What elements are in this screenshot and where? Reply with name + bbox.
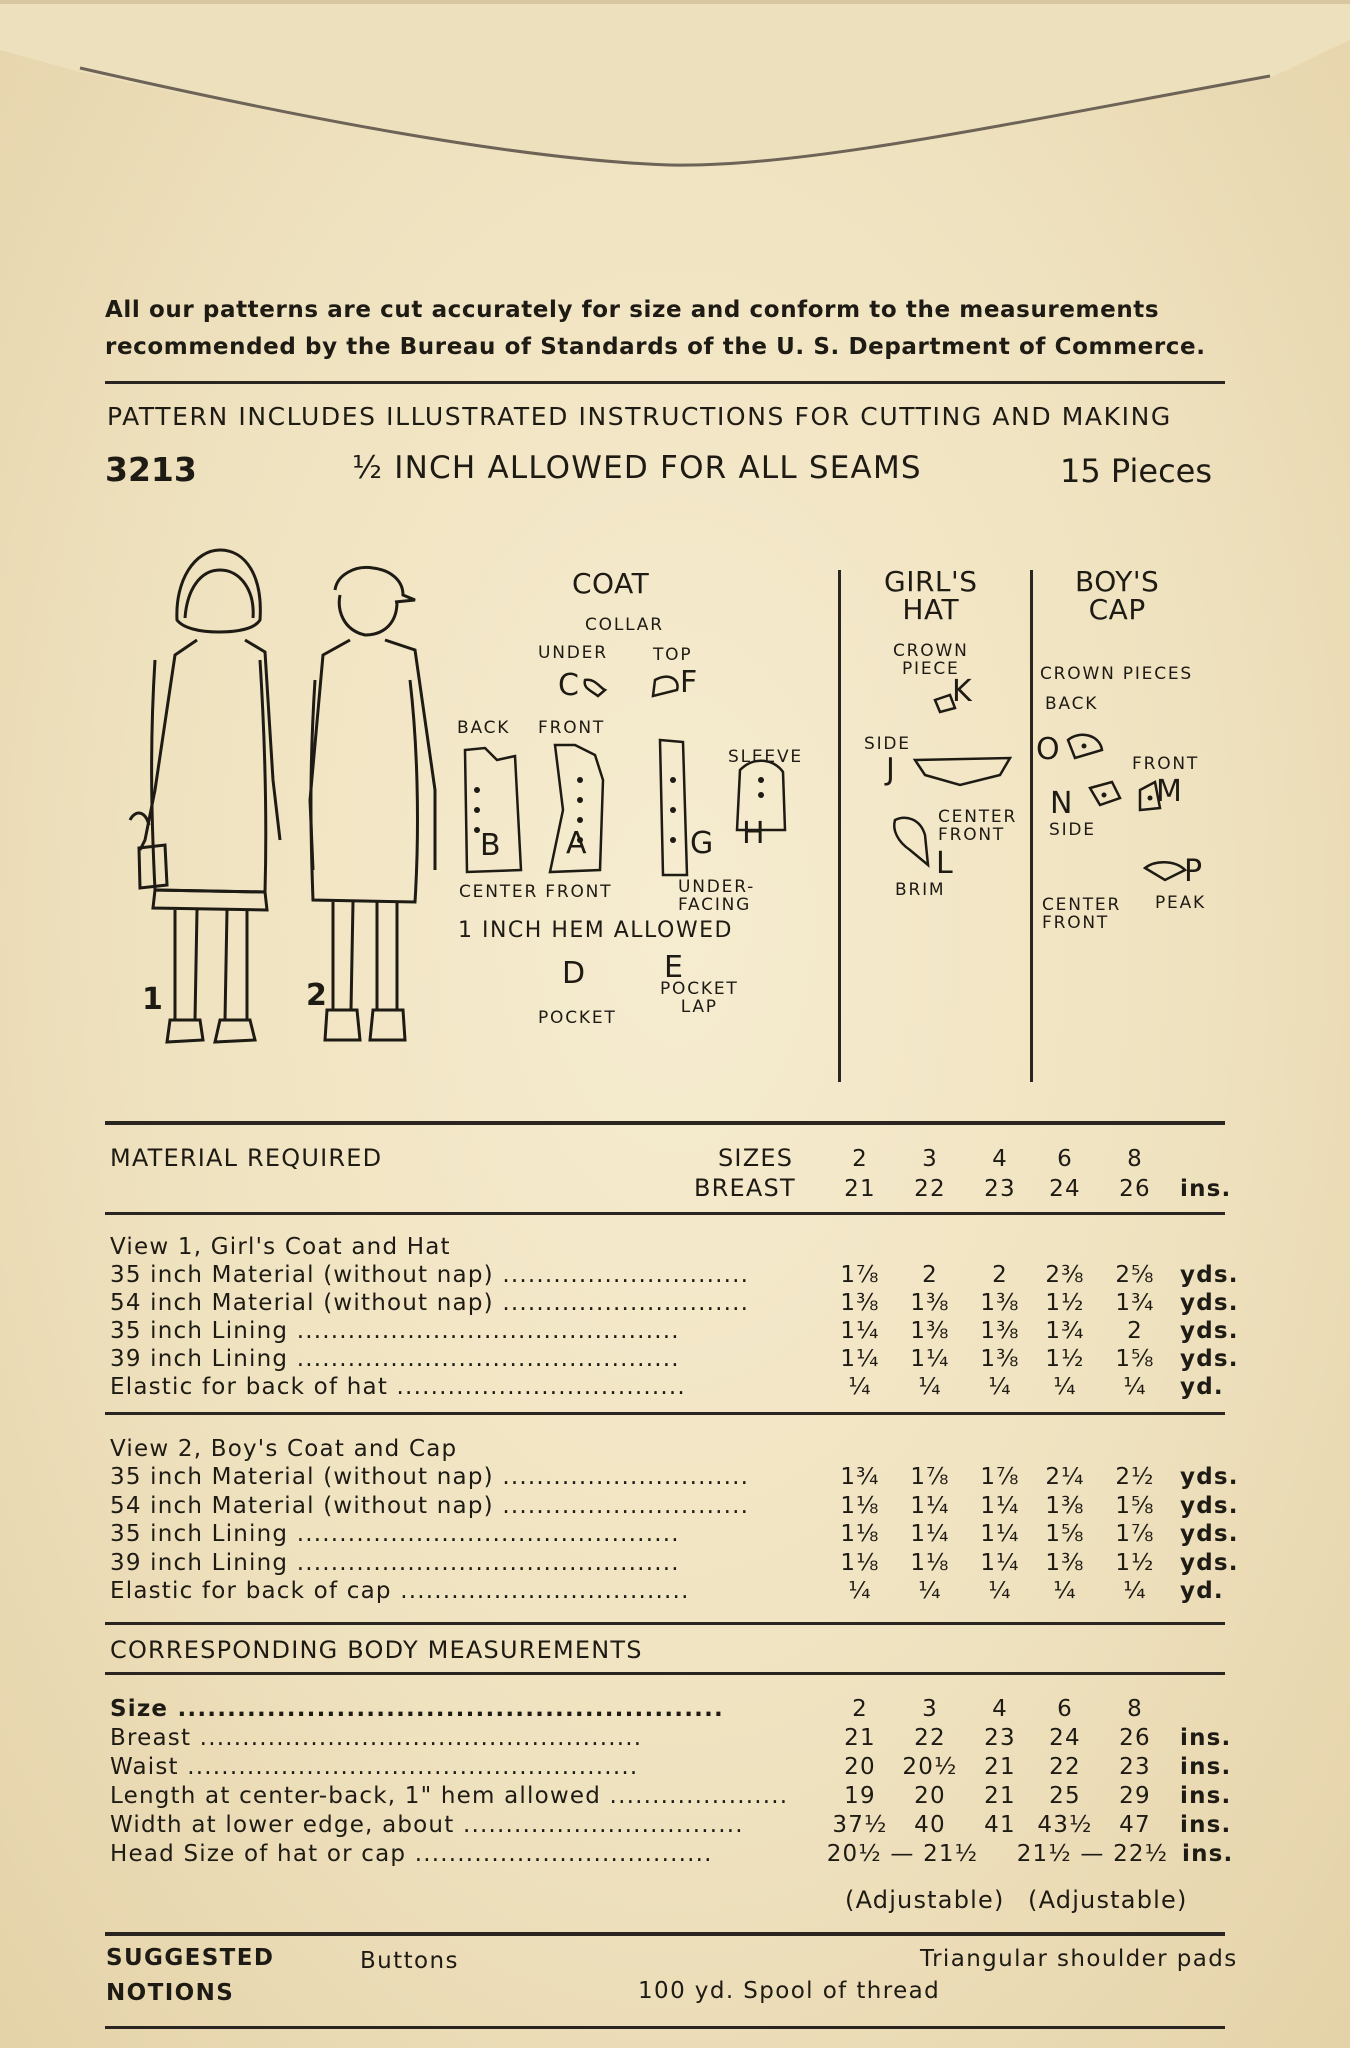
unit: ins. xyxy=(1180,1176,1232,1202)
cell-value: 1¼ xyxy=(910,1346,950,1372)
cell-value: 22 xyxy=(1049,1754,1081,1780)
seam-allowance: ½ INCH ALLOWED FOR ALL SEAMS xyxy=(352,450,922,486)
cell-value: 1¾ xyxy=(1115,1290,1155,1316)
standards-statement xyxy=(105,292,1225,366)
unit: yds. xyxy=(1180,1549,1239,1576)
table-row xyxy=(110,1290,1240,1318)
boys-cap-heading: BOY'S CAP xyxy=(1075,565,1160,626)
statement-line-2: recommended by the Bureau of Standards of the U. S. Department of Commerce. xyxy=(105,334,1206,360)
front-label: FRONT xyxy=(538,718,606,738)
hat-center-front-label: CENTER FRONT xyxy=(938,807,1018,845)
cell-value: 1⅜ xyxy=(1045,1549,1085,1576)
cell-value: 1⅜ xyxy=(980,1318,1020,1344)
piece-o: O xyxy=(1036,732,1060,767)
size-value: 3 xyxy=(922,1146,938,1172)
piece-j: J xyxy=(886,752,895,787)
cell-value: 1¼ xyxy=(980,1492,1020,1519)
divider xyxy=(105,2026,1225,2029)
piece-l: L xyxy=(936,846,953,881)
cell-value: 2⅜ xyxy=(1045,1262,1085,1288)
table-row xyxy=(110,1493,1240,1521)
cell-value: 1⅝ xyxy=(1115,1492,1155,1519)
table-row xyxy=(110,1783,1240,1811)
cell-value: 1¼ xyxy=(910,1492,950,1519)
size-value: 6 xyxy=(1057,1146,1073,1172)
cell-value: 1⅞ xyxy=(980,1464,1020,1490)
piece-d: D xyxy=(562,956,586,991)
unit: ins. xyxy=(1180,1783,1232,1809)
fashion-illustrations xyxy=(115,540,455,1080)
cell-value: 1⅜ xyxy=(910,1318,950,1344)
cell-value: 2 xyxy=(1127,1318,1143,1344)
table-row xyxy=(110,1262,1240,1290)
cell-value: 2 xyxy=(922,1262,938,1288)
table-row xyxy=(110,1812,1240,1840)
statement-line-1: All our patterns are cut accurately for size and conform to the measurements xyxy=(105,297,1160,323)
cap-back-label: BACK xyxy=(1045,694,1099,714)
piece-b: B xyxy=(480,828,501,863)
cell-value: ¼ xyxy=(918,1578,942,1604)
pocket-lap-label: POCKET LAP xyxy=(660,979,739,1017)
unit: ins. xyxy=(1180,1725,1232,1751)
cell-value: 1¼ xyxy=(840,1318,880,1344)
table-row xyxy=(110,1464,1240,1492)
cell-value: 21 xyxy=(984,1754,1016,1780)
cell-value: ¼ xyxy=(848,1374,872,1400)
unit: yds. xyxy=(1180,1318,1239,1344)
divider xyxy=(105,1412,1225,1415)
table-row xyxy=(110,1550,1240,1578)
piece-f: F xyxy=(680,665,698,700)
hem-allowed: 1 INCH HEM ALLOWED xyxy=(458,918,733,943)
row-label: 35 inch Lining ............................................. xyxy=(110,1318,680,1344)
cell-value: 43½ xyxy=(1037,1812,1093,1838)
cell-value: ¼ xyxy=(988,1578,1012,1604)
cell-value: 22 xyxy=(914,1725,946,1751)
under-label: UNDER xyxy=(538,643,608,663)
cell-value: ¼ xyxy=(918,1374,942,1400)
cell-value: 1⅝ xyxy=(1115,1346,1155,1372)
cell-value: 1½ xyxy=(1045,1346,1085,1372)
cell-value: ¼ xyxy=(988,1374,1012,1400)
size-value: 8 xyxy=(1127,1146,1143,1172)
cell-value: 4 xyxy=(992,1696,1008,1722)
table-row xyxy=(110,1578,1240,1606)
row-label: Size ....................................................... xyxy=(110,1696,724,1722)
unit: yds. xyxy=(1180,1464,1239,1490)
cell-value: 1⅛ xyxy=(840,1492,880,1519)
cell-value: 1¼ xyxy=(840,1346,880,1372)
cell-value: 1¾ xyxy=(1045,1318,1085,1344)
cell-value: 1⅜ xyxy=(980,1290,1020,1316)
girls-hat-heading: GIRL'S HAT xyxy=(884,565,978,626)
crown-pieces-label: CROWN PIECES xyxy=(1040,664,1194,684)
breast-value: 24 xyxy=(1049,1176,1081,1202)
breast-header-row xyxy=(110,1176,1240,1204)
table-row xyxy=(110,1521,1240,1549)
cell-value: 1⅛ xyxy=(910,1549,950,1576)
table-row xyxy=(110,1696,1240,1724)
cell-value: 21 xyxy=(984,1783,1016,1809)
crown-piece-label: CROWN PIECE xyxy=(893,641,969,679)
collar-label: COLLAR xyxy=(585,615,664,635)
cell-value: 1¼ xyxy=(980,1549,1020,1576)
sizes-label: SIZES xyxy=(718,1144,794,1172)
row-label: 54 inch Material (without nap) ............................. xyxy=(110,1290,750,1316)
cell-value: 1⅞ xyxy=(840,1262,880,1288)
cell-value: 20 xyxy=(844,1754,876,1780)
divider xyxy=(105,1121,1225,1125)
table-row xyxy=(110,1754,1240,1782)
divider xyxy=(105,1212,1225,1215)
divider xyxy=(105,381,1225,384)
unit: yd. xyxy=(1180,1374,1224,1400)
center-front-label: CENTER FRONT xyxy=(459,882,613,902)
top-label: TOP xyxy=(653,645,693,665)
row-label: Breast .................................................... xyxy=(110,1725,643,1751)
cell-value: 1¼ xyxy=(980,1521,1020,1547)
cell-value: 1⅛ xyxy=(840,1549,880,1576)
cell-value: ¼ xyxy=(1053,1374,1077,1400)
cell-value: 20 xyxy=(914,1783,946,1809)
piece-g: G xyxy=(690,826,714,861)
row-label: 35 inch Material (without nap) ............................. xyxy=(110,1262,750,1288)
row-label: 39 inch Lining ............................................. xyxy=(110,1346,680,1372)
cell-value: 25 xyxy=(1049,1783,1081,1809)
cell-value: 24 xyxy=(1049,1725,1081,1751)
sleeve-label: SLEEVE xyxy=(728,747,803,767)
sizes-header-row xyxy=(110,1146,1240,1174)
cell-value: 21 xyxy=(844,1725,876,1751)
underfacing-label: UNDER- FACING xyxy=(678,877,756,915)
cell-value: 1⅜ xyxy=(1045,1492,1085,1519)
row-label: 39 inch Lining ............................................. xyxy=(110,1549,680,1576)
piece-n: N xyxy=(1050,786,1073,821)
row-label: Elastic for back of cap .................................. xyxy=(110,1578,690,1604)
cell-value: 40 xyxy=(914,1812,946,1838)
figure-2-label: 2 xyxy=(306,978,327,1013)
adjustable-note-1: (Adjustable) xyxy=(845,1886,1005,1914)
buttons-notion: Buttons xyxy=(360,1948,459,1974)
unit: ins. xyxy=(1182,1841,1234,1867)
size-value: 2 xyxy=(852,1146,868,1172)
cell-value: 1⅞ xyxy=(910,1464,950,1490)
cell-value: 2 xyxy=(852,1696,868,1722)
back-label: BACK xyxy=(457,718,511,738)
cell-value: 1⅝ xyxy=(1045,1521,1085,1547)
peak-label: PEAK xyxy=(1155,893,1206,913)
breast-value: 23 xyxy=(984,1176,1016,1202)
material-required-title: MATERIAL REQUIRED xyxy=(110,1144,383,1172)
table-row xyxy=(110,1841,1240,1869)
cell-value: 1¾ xyxy=(840,1464,880,1490)
pattern-number: 3213 xyxy=(105,450,197,489)
cap-pattern-pieces xyxy=(1060,720,1203,920)
breast-value: 22 xyxy=(914,1176,946,1202)
breast-value: 26 xyxy=(1119,1176,1151,1202)
breast-value: 21 xyxy=(844,1176,876,1202)
cap-center-front-label: CENTER FRONT xyxy=(1042,895,1122,933)
size-value: 4 xyxy=(992,1146,1008,1172)
divider xyxy=(105,1622,1225,1625)
cell-value: 23 xyxy=(1119,1754,1151,1780)
table-row xyxy=(110,1725,1240,1753)
cell-value: ¼ xyxy=(848,1578,872,1604)
cell-value: 23 xyxy=(984,1725,1016,1751)
piece-m: M xyxy=(1156,774,1182,809)
thread-notion: 100 yd. Spool of thread xyxy=(638,1978,941,2004)
unit: yds. xyxy=(1180,1521,1239,1547)
unit: yds. xyxy=(1180,1262,1239,1288)
piece-p: P xyxy=(1184,854,1203,889)
breast-label: BREAST xyxy=(694,1174,796,1202)
view-2-title: View 2, Boy's Coat and Cap xyxy=(110,1436,458,1462)
cell-value: 2¼ xyxy=(1045,1464,1085,1490)
row-label: Waist ..................................................... xyxy=(110,1754,639,1780)
view-1-title: View 1, Girl's Coat and Hat xyxy=(110,1234,451,1260)
table-row xyxy=(110,1374,1240,1402)
piece-a: A xyxy=(566,826,587,861)
side-label: SIDE xyxy=(864,734,911,754)
figure-1-label: 1 xyxy=(142,982,163,1017)
cell-value: 41 xyxy=(984,1812,1016,1838)
brim-label: BRIM xyxy=(895,880,946,900)
table-row xyxy=(110,1346,1240,1374)
cell-value: 47 xyxy=(1119,1812,1151,1838)
coat-heading: COAT xyxy=(572,567,650,600)
piece-c: C xyxy=(558,668,579,703)
cell-value: 29 xyxy=(1119,1783,1151,1809)
cell-value: 1⅜ xyxy=(980,1346,1020,1372)
cell-value: 1⅜ xyxy=(840,1290,880,1316)
divider xyxy=(105,1672,1225,1675)
adjustable-note-2: (Adjustable) xyxy=(1028,1886,1188,1914)
cell-value: 37½ xyxy=(832,1812,888,1838)
hat-pattern-pieces xyxy=(890,680,1030,880)
cell-value: 1¼ xyxy=(910,1521,950,1547)
cell-value: 1⅛ xyxy=(840,1521,880,1547)
cell-value: 2½ xyxy=(1115,1464,1155,1490)
row-label: Length at center-back, 1" hem allowed ..................... xyxy=(110,1783,789,1809)
cell-value: 1½ xyxy=(1045,1290,1085,1316)
head-size-range: 21½ — 22½ xyxy=(1016,1841,1169,1867)
pocket-label: POCKET xyxy=(538,1008,617,1028)
row-label: 35 inch Lining ............................................. xyxy=(110,1521,680,1547)
cell-value: ¼ xyxy=(1123,1578,1147,1604)
unit: yds. xyxy=(1180,1346,1239,1372)
row-label: Head Size of hat or cap ................................... xyxy=(110,1841,713,1867)
cell-value: 6 xyxy=(1057,1696,1073,1722)
cell-value: 1½ xyxy=(1115,1549,1155,1576)
cell-value: ¼ xyxy=(1123,1374,1147,1400)
shoulder-pads-notion: Triangular shoulder pads xyxy=(920,1946,1238,1972)
piece-count: 15 Pieces xyxy=(1060,452,1213,490)
head-size-range: 20½ — 21½ xyxy=(826,1841,979,1867)
section-divider-1 xyxy=(838,570,841,1082)
envelope-flap xyxy=(0,0,1350,180)
piece-k: K xyxy=(952,674,972,709)
cell-value: ¼ xyxy=(1053,1578,1077,1604)
body-measurements-title: CORRESPONDING BODY MEASUREMENTS xyxy=(110,1636,643,1664)
piece-e: E xyxy=(664,950,683,985)
unit: yds. xyxy=(1180,1492,1239,1519)
section-divider-2 xyxy=(1030,570,1033,1082)
row-label: Width at lower edge, about ................................. xyxy=(110,1812,744,1838)
cell-value: 3 xyxy=(922,1696,938,1722)
cell-value: 2 xyxy=(992,1262,1008,1288)
unit: yd. xyxy=(1180,1578,1224,1604)
cell-value: 1⅞ xyxy=(1115,1521,1155,1547)
piece-h: H xyxy=(742,816,765,851)
unit: yds. xyxy=(1180,1290,1239,1316)
cap-side-label: SIDE xyxy=(1049,820,1096,840)
cell-value: 1⅜ xyxy=(910,1290,950,1316)
row-label: 54 inch Material (without nap) ............................. xyxy=(110,1492,750,1519)
cell-value: 20½ xyxy=(902,1754,958,1780)
cell-value: 2⅝ xyxy=(1115,1262,1155,1288)
row-label: Elastic for back of hat .................................. xyxy=(110,1374,686,1400)
suggested-label: SUGGESTED xyxy=(106,1945,275,1971)
pattern-includes: PATTERN INCLUDES ILLUSTRATED INSTRUCTIONS FOR CUTTING AND MAKING xyxy=(107,402,1172,431)
cap-front-label: FRONT xyxy=(1132,754,1200,774)
cell-value: 19 xyxy=(844,1783,876,1809)
notions-label: NOTIONS xyxy=(106,1980,235,2006)
cell-value: 26 xyxy=(1119,1725,1151,1751)
unit: ins. xyxy=(1180,1812,1232,1838)
unit: ins. xyxy=(1180,1754,1232,1780)
row-label: 35 inch Material (without nap) ............................. xyxy=(110,1464,750,1490)
table-row xyxy=(110,1318,1240,1346)
divider xyxy=(105,1932,1225,1936)
cell-value: 8 xyxy=(1127,1696,1143,1722)
